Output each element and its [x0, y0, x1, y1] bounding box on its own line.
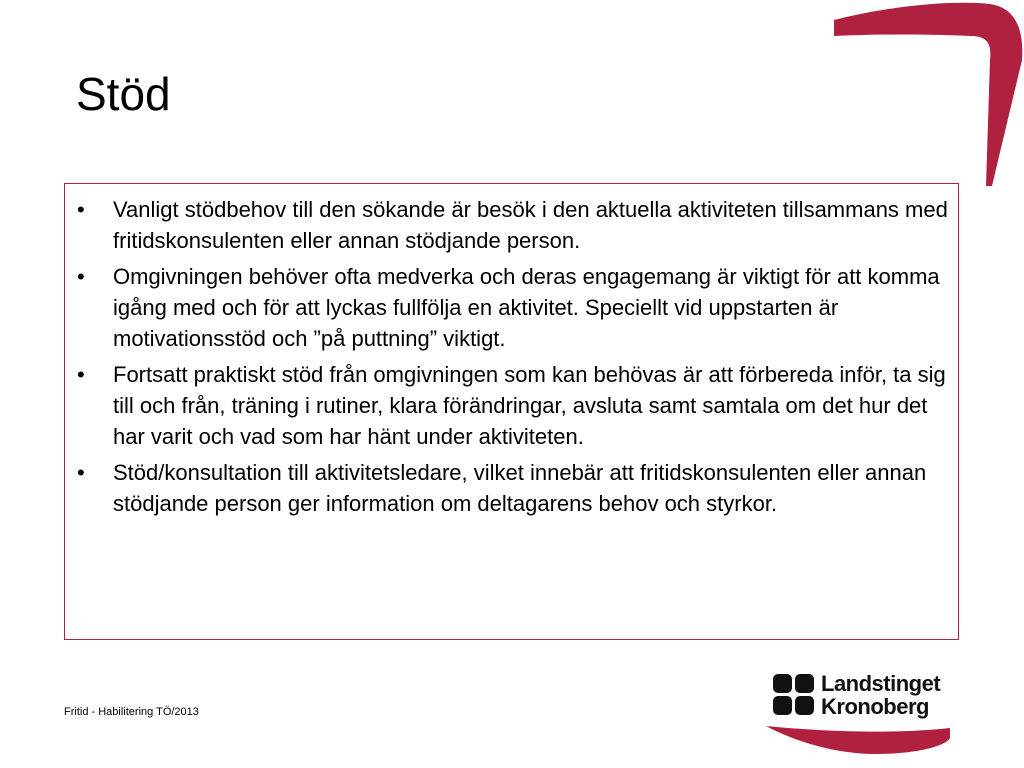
logo-text	[821, 672, 940, 718]
bullet-item	[65, 457, 952, 519]
footer-text: Fritid - Habilitering TÖ/2013	[64, 706, 199, 718]
logo-line-1: Landstinget	[821, 671, 941, 696]
logo-line-2: Kronoberg	[821, 694, 929, 719]
bullet-item	[65, 194, 952, 256]
bullet-icon: •	[77, 264, 85, 289]
bullet-text: Vanligt stödbehov till den sökande är besök i den aktuella aktiviteten tillsammans med fritidskonsulenten eller annan stödjande person.	[113, 197, 948, 253]
bullet-item	[65, 359, 952, 452]
bullet-icon: •	[77, 460, 85, 485]
bullet-icon: •	[77, 362, 85, 387]
logo	[773, 672, 953, 724]
bullet-text: Omgivningen behöver ofta medverka och deras engagemang är viktigt för att komma igång med och för att lyckas fullfölja en aktivitet. Speciellt vid uppstarten är motivationsstöd och ”på puttning” viktigt.	[113, 264, 940, 351]
logo-squares-icon	[773, 674, 815, 716]
corner-swoosh-decoration	[830, 0, 1024, 190]
bullet-text: Fortsatt praktiskt stöd från omgivningen som kan behövas är att förbereda inför, ta sig till och från, träning i rutiner, klara förändringar, avsluta samt samtala om det hur det har varit och vad som har hänt under aktiviteten.	[113, 362, 946, 449]
bullet-icon: •	[77, 197, 85, 222]
bottom-swoosh-decoration	[766, 722, 952, 756]
bullet-text: Stöd/konsultation till aktivitetsledare, vilket innebär att fritidskonsulenten eller annan stödjande person ger information om deltagarens behov och styrkor.	[113, 460, 927, 516]
bullet-item	[65, 261, 952, 354]
content-box	[64, 183, 959, 640]
page-title: Stöd	[76, 68, 171, 120]
bullet-list	[65, 184, 958, 519]
